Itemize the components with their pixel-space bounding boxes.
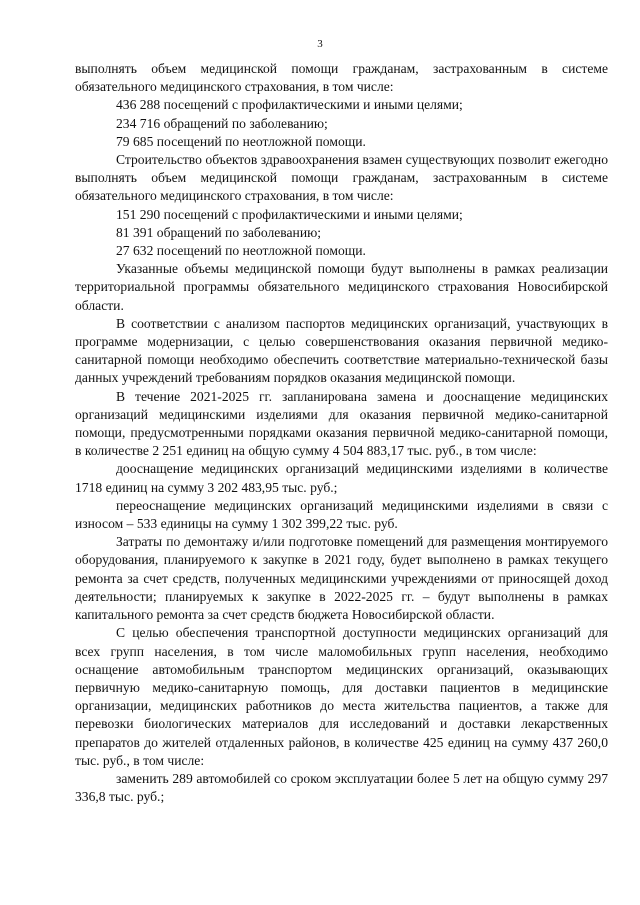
paragraph: В течение 2021-2025 гг. запланирована замена и дооснащение медицинских организаций медицинскими изделиями для оказания первичной медико-санитарной помощи, предусмотренными порядками оказания первичной медико-санитарной помощи, в количестве 2 251 единиц на общую сумму 4 504 883,17 тыс. руб., в том числе: [75, 388, 608, 459]
paragraph: 436 288 посещений с профилактическими и иными целями; [116, 97, 463, 113]
paragraph: 234 716 обращений по заболеванию; [116, 115, 328, 131]
document-body [75, 60, 608, 806]
paragraph: В соответствии с анализом паспортов медицинских организаций, участвующих в программе модернизации, с целью совершенствования оказания первичной медико-санитарной помощи необходимо обеспечить соответствие материально-технической базы данных учреждений требованиям порядков оказания медицинской помощи. [75, 315, 608, 386]
paragraph: 81 391 обращений по заболеванию; [116, 224, 322, 240]
page-number: 3 [317, 38, 323, 50]
paragraph: С целью обеспечения транспортной доступности медицинских организаций для всех групп населения, в том числе маломобильных групп населения, необходимо оснащение автомобильным транспортом медицинских организаций, оказывающих первичную медико-санитарную помощь, для доставки пациентов в медицинские организации, медицинских работников до места жительства пациентов, а также для перевозки биологических материалов для исследований и доставки лекарственных препаратов до жителей отдаленных районов, в количестве 425 единиц на сумму 437 260,0 тыс. руб., в том числе: [75, 625, 608, 768]
paragraph: Строительство объектов здравоохранения взамен существующих позволит ежегодно выполнять объем медицинской помощи гражданам, застрахованным в системе обязательного медицинского страхования, в том числе: [75, 152, 608, 204]
paragraph: 27 632 посещений по неотложной помощи. [116, 243, 366, 259]
paragraph: 151 290 посещений с профилактическими и иными целями; [116, 206, 463, 222]
paragraph: заменить 289 автомобилей со сроком эксплуатации более 5 лет на общую сумму 297 336,8 тыс. руб.; [75, 770, 608, 805]
paragraph: Затраты по демонтажу и/или подготовке помещений для размещения монтируемого оборудования, планируемого к закупке в 2021 году, будет выполнено в рамках текущего ремонта за счет средств, полученных медицинскими учреждениями от приносящей доход деятельности; планируемых к закупке в 2022-2025 гг. – будут выполнены в рамках капитального ремонта за счет средств бюджета Новосибирской области. [75, 534, 608, 623]
paragraph: 79 685 посещений по неотложной помощи. [116, 133, 366, 149]
paragraph: Указанные объемы медицинской помощи будут выполнены в рамках реализации территориальной программы обязательного медицинского страхования Новосибирской области. [75, 261, 608, 313]
paragraph: переоснащение медицинских организаций медицинскими изделиями в связи с износом – 533 единицы на сумму 1 302 399,22 тыс. руб. [75, 497, 608, 532]
paragraph: выполнять объем медицинской помощи гражданам, застрахованным в системе обязательного медицинского страхования, в том числе: [75, 61, 608, 95]
paragraph: дооснащение медицинских организаций медицинскими изделиями в количестве 1718 единиц на сумму 3 202 483,95 тыс. руб.; [75, 461, 608, 495]
